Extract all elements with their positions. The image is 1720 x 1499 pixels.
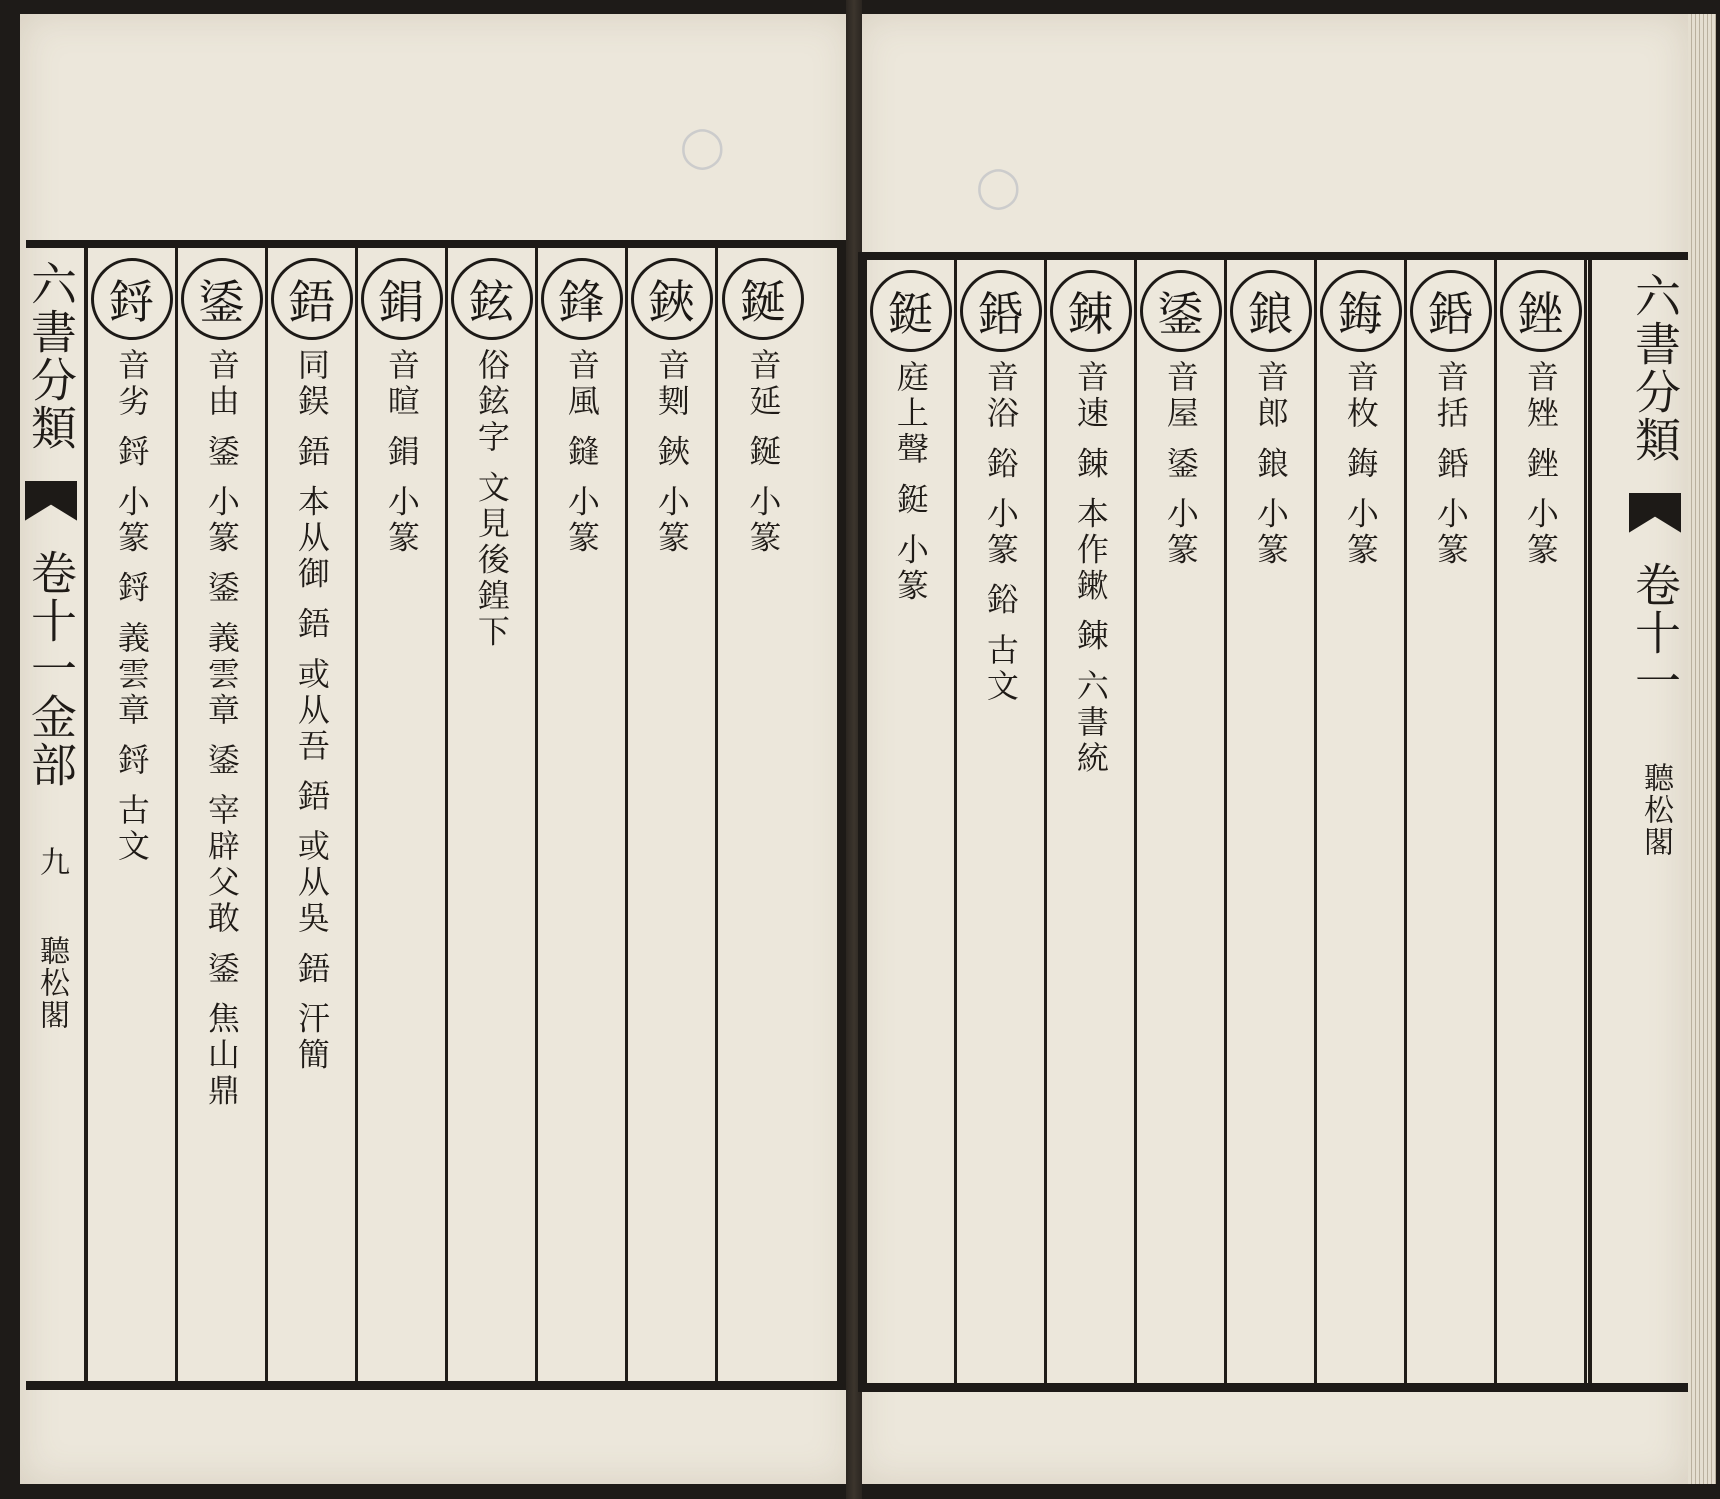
entry-text: 音風 鏠 小篆 [562,348,601,557]
entry-head-char: 鋙 [271,258,353,340]
entry-column [88,248,178,1381]
entry-column [1227,260,1317,1383]
entry-head-char: 鋗 [361,258,443,340]
entry-column [628,248,718,1381]
fish-tail-mark [1629,493,1681,533]
entry-text: 音延 鋋 小篆 [744,348,783,557]
bleed-through-seal: ◯ [680,124,725,170]
entry-head-char: 鋋 [722,258,804,340]
page-edges [1688,14,1716,1484]
entry-head-char: 銽 [960,270,1042,352]
entry-text: 音速 鋉 本作鏉 鋉 六書統 [1071,360,1110,777]
entry-column [448,248,538,1381]
entry-column [538,248,628,1381]
entry-text: 音暄 鋗 小篆 [382,348,421,557]
entry-text: 音劣 鋝 小篆 鋝 義雲章 鋝 古文 [112,348,151,866]
entry-text: 同鋘 鋙 本从御 鋙 或从吾 鋙 或从吳 鋙 汗簡 [292,348,331,1074]
entry-head-char: 鋃 [1230,270,1312,352]
publisher-mark: 聽松閣 [34,934,69,1031]
entry-column [1497,260,1587,1383]
left-page-margin [26,248,88,1381]
entry-text: 音括 銽 小篆 [1431,360,1470,569]
fish-tail-mark [25,481,77,521]
entry-head-char: 鉉 [451,258,533,340]
entry-column [1317,260,1407,1383]
entry-column [957,260,1047,1383]
entry-text: 音由 鋈 小篆 鋈 義雲章 鋈 宰辟父敢 鋈 焦山鼎 [202,348,241,1110]
right-page-margin [1588,260,1688,1383]
entry-column [178,248,268,1381]
entry-text: 音屋 鋈 小篆 [1161,360,1200,569]
entry-text: 音浴 鋊 小篆 鋊 古文 [981,360,1020,705]
entry-head-char: 鋌 [870,270,952,352]
entry-column [718,248,808,1381]
book-title: 六書分類 [1628,272,1682,464]
entry-column [1137,260,1227,1383]
publisher-mark: 聽松閣 [1638,761,1673,858]
entry-head-char: 銼 [1500,270,1582,352]
page-number: 九 [34,845,69,878]
entry-column [358,248,448,1381]
entry-text: 音矬 銼 小篆 [1521,360,1560,569]
entry-text: 俗鉉字 文見後鍠下 [472,348,511,651]
entry-column [1047,260,1137,1383]
entry-column [1407,260,1497,1383]
entry-head-char: 鋈 [1140,270,1222,352]
entry-head-char: 鋝 [91,258,173,340]
entry-head-char: 鋈 [181,258,263,340]
entry-text: 音郎 鋃 小篆 [1251,360,1290,569]
entry-text: 庭上聲 鋌 小篆 [891,360,930,605]
section-label: 卷十一 [1628,561,1682,706]
entry-head-char: 銽 [1410,270,1492,352]
right-page-frame [858,252,1688,1392]
entry-column [268,248,358,1381]
entry-head-char: 鋉 [1050,270,1132,352]
bleed-through-seal: ◯ [976,164,1021,210]
entry-head-char: 鋏 [631,258,713,340]
entry-column [867,260,957,1383]
entry-text: 音枚 鋂 小篆 [1341,360,1380,569]
book-title: 六書分類 [24,260,78,452]
section-label: 卷十一金部 [24,549,78,790]
entry-text: 音㓶 鋏 小篆 [652,348,691,557]
left-page-frame [26,240,846,1390]
entry-head-char: 鋂 [1320,270,1402,352]
entry-head-char: 鋒 [541,258,623,340]
